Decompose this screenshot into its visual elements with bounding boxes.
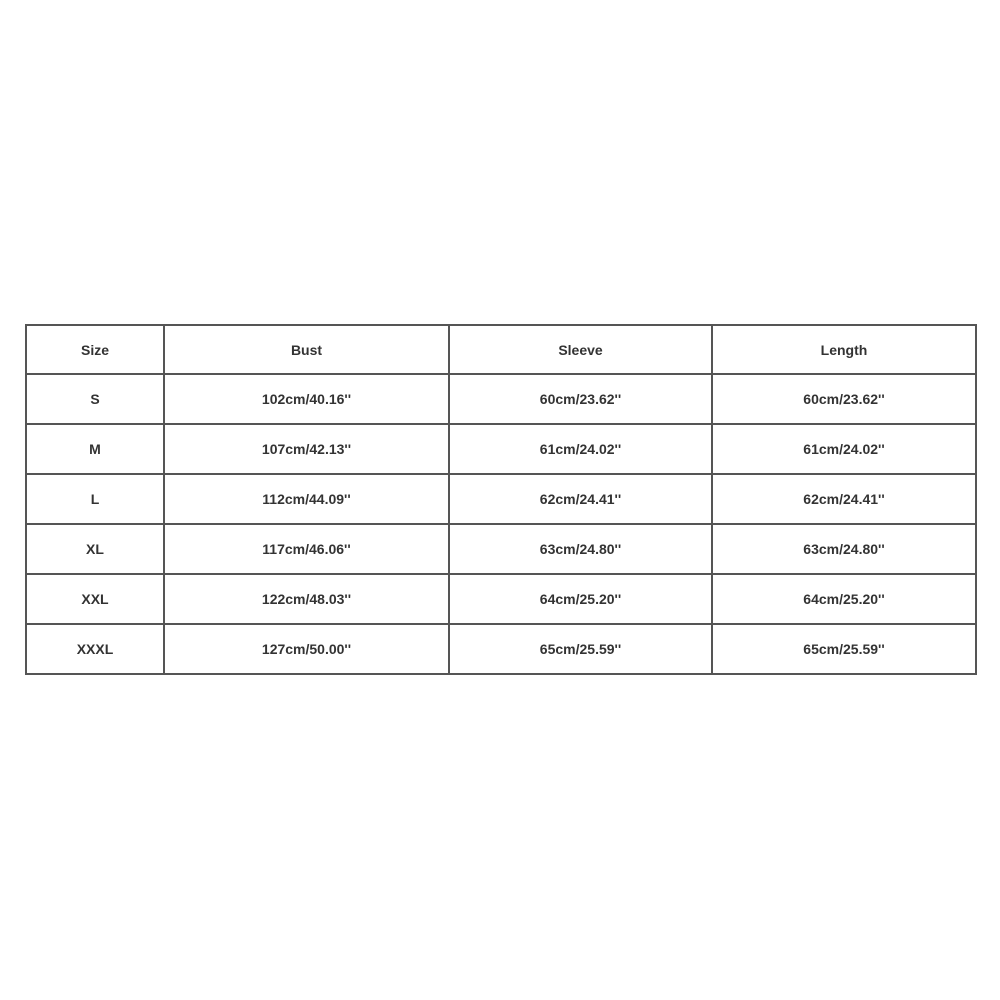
cell-sleeve: 62cm/24.41'' (449, 474, 712, 524)
cell-length: 65cm/25.59'' (712, 624, 976, 674)
cell-sleeve: 64cm/25.20'' (449, 574, 712, 624)
table-row (26, 374, 976, 424)
table-row (26, 524, 976, 574)
cell-sleeve: 60cm/23.62'' (449, 374, 712, 424)
size-chart-table (25, 324, 977, 675)
cell-size: S (26, 374, 164, 424)
cell-sleeve: 65cm/25.59'' (449, 624, 712, 674)
cell-length: 60cm/23.62'' (712, 374, 976, 424)
table-row (26, 474, 976, 524)
header-size: Size (26, 325, 164, 374)
table-row (26, 624, 976, 674)
cell-bust: 117cm/46.06'' (164, 524, 449, 574)
cell-size: XXL (26, 574, 164, 624)
table-header-row (26, 325, 976, 374)
cell-size: L (26, 474, 164, 524)
cell-size: M (26, 424, 164, 474)
cell-length: 61cm/24.02'' (712, 424, 976, 474)
table-row (26, 574, 976, 624)
header-sleeve: Sleeve (449, 325, 712, 374)
cell-length: 64cm/25.20'' (712, 574, 976, 624)
cell-size: XL (26, 524, 164, 574)
cell-sleeve: 61cm/24.02'' (449, 424, 712, 474)
cell-size: XXXL (26, 624, 164, 674)
header-length: Length (712, 325, 976, 374)
table-row (26, 424, 976, 474)
cell-length: 62cm/24.41'' (712, 474, 976, 524)
cell-bust: 107cm/42.13'' (164, 424, 449, 474)
cell-bust: 122cm/48.03'' (164, 574, 449, 624)
header-bust: Bust (164, 325, 449, 374)
cell-sleeve: 63cm/24.80'' (449, 524, 712, 574)
cell-length: 63cm/24.80'' (712, 524, 976, 574)
cell-bust: 102cm/40.16'' (164, 374, 449, 424)
cell-bust: 127cm/50.00'' (164, 624, 449, 674)
cell-bust: 112cm/44.09'' (164, 474, 449, 524)
